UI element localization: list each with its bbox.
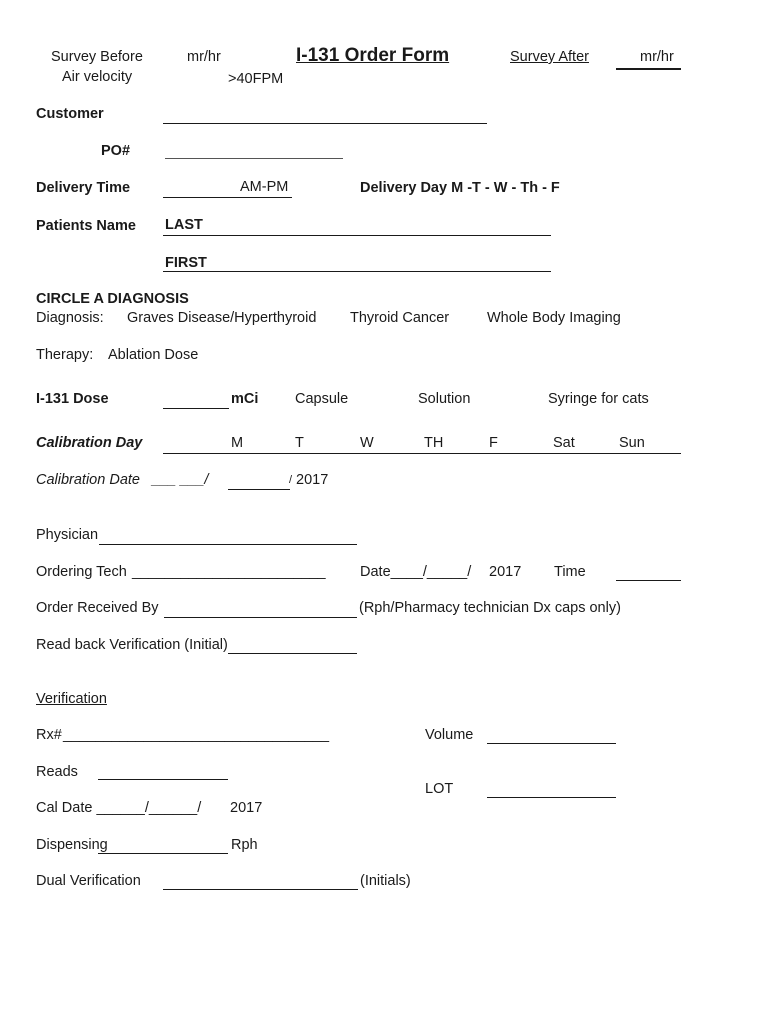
calibration-day-sat[interactable]: Sat	[553, 435, 575, 451]
calibration-date-slash: /	[289, 474, 293, 486]
volume-label: Volume	[425, 727, 474, 743]
delivery-time-label: Delivery Time	[36, 180, 131, 196]
patient-first-label: FIRST	[165, 255, 207, 271]
ordering-date-year: 2017	[489, 564, 522, 580]
po-field[interactable]	[165, 158, 343, 159]
dispensing-field[interactable]	[98, 853, 228, 854]
air-velocity-value: >40FPM	[228, 71, 284, 87]
dose-form-solution[interactable]: Solution	[418, 391, 471, 407]
page-title: I-131 Order Form	[296, 45, 450, 66]
order-received-label: Order Received By	[36, 600, 159, 616]
ordering-tech-label: Ordering Tech	[36, 564, 127, 580]
cal-date-year: 2017	[230, 800, 263, 816]
dose-unit: mCi	[231, 391, 259, 407]
survey-after-label: Survey After	[510, 49, 589, 65]
read-back-field[interactable]	[228, 653, 357, 654]
dose-field[interactable]	[163, 408, 229, 409]
diagnosis-option-whole-body[interactable]: Whole Body Imaging	[487, 310, 621, 326]
calibration-day-f[interactable]: F	[489, 435, 498, 451]
calibration-day-w[interactable]: W	[360, 435, 374, 451]
lot-label: LOT	[425, 781, 454, 797]
diagnosis-option-graves[interactable]: Graves Disease/Hyperthyroid	[127, 310, 317, 326]
ordering-tech-field[interactable]: ________________________	[132, 564, 326, 580]
calibration-date-label: Calibration Date	[36, 472, 140, 488]
survey-before-label: Survey Before	[51, 49, 143, 65]
reads-label: Reads	[36, 764, 78, 780]
calibration-date-day-field[interactable]	[228, 489, 290, 490]
delivery-time-field[interactable]	[163, 197, 292, 198]
patient-last-label: LAST	[165, 217, 203, 233]
rx-label: Rx#	[36, 727, 62, 743]
reads-field[interactable]	[98, 779, 228, 780]
survey-after-field[interactable]	[616, 68, 681, 70]
po-label: PO#	[101, 143, 131, 159]
survey-after-unit: mr/hr	[640, 49, 674, 65]
dispensing-label: Dispensing	[36, 837, 108, 853]
dual-verification-label: Dual Verification	[36, 873, 141, 889]
rph-label: Rph	[231, 837, 258, 853]
read-back-label: Read back Verification (Initial)	[36, 637, 228, 653]
ordering-date-field[interactable]: Date____/_____/	[360, 564, 472, 580]
survey-before-unit: mr/hr	[187, 49, 221, 65]
calibration-date-year: 2017	[296, 472, 329, 488]
calibration-day-m[interactable]: M	[231, 435, 244, 451]
dose-form-syringe[interactable]: Syringe for cats	[548, 391, 649, 407]
diagnosis-label: Diagnosis:	[36, 310, 104, 326]
verification-heading: Verification	[36, 691, 107, 707]
delivery-day-label: Delivery Day M -T - W - Th - F	[360, 180, 560, 196]
physician-field[interactable]	[99, 544, 357, 545]
patient-first-field[interactable]	[163, 271, 551, 272]
calibration-day-th[interactable]: TH	[424, 435, 444, 451]
calibration-day-field[interactable]	[163, 453, 681, 454]
diagnosis-heading: CIRCLE A DIAGNOSIS	[36, 291, 189, 307]
therapy-value: Ablation Dose	[108, 347, 199, 363]
diagnosis-option-thyroid-cancer[interactable]: Thyroid Cancer	[350, 310, 450, 326]
order-received-note: (Rph/Pharmacy technician Dx caps only)	[359, 600, 621, 616]
calibration-day-sun[interactable]: Sun	[619, 435, 645, 451]
dual-verification-field[interactable]	[163, 889, 358, 890]
order-received-field[interactable]	[164, 617, 357, 618]
initials-label: (Initials)	[360, 873, 411, 889]
ordering-time-field[interactable]	[616, 580, 681, 581]
rx-field[interactable]: _________________________________	[63, 727, 330, 743]
dose-form-capsule[interactable]: Capsule	[295, 391, 349, 407]
customer-field[interactable]	[163, 123, 487, 124]
calibration-day-label: Calibration Day	[36, 435, 143, 451]
physician-label: Physician	[36, 527, 99, 543]
volume-field[interactable]	[487, 743, 616, 744]
cal-date-field[interactable]: Cal Date ______/______/	[36, 800, 202, 816]
customer-label: Customer	[36, 106, 104, 122]
patient-name-label: Patients Name	[36, 218, 136, 234]
delivery-time-value: AM-PM	[240, 179, 289, 195]
calibration-day-t[interactable]: T	[295, 435, 304, 451]
air-velocity-label: Air velocity	[62, 69, 133, 85]
dose-label: I-131 Dose	[36, 391, 109, 407]
patient-last-field[interactable]	[163, 235, 551, 236]
therapy-label: Therapy:	[36, 347, 94, 363]
ordering-time-label: Time	[554, 564, 586, 580]
calibration-date-blank[interactable]: ___ ___/	[152, 472, 209, 488]
lot-field[interactable]	[487, 797, 616, 798]
